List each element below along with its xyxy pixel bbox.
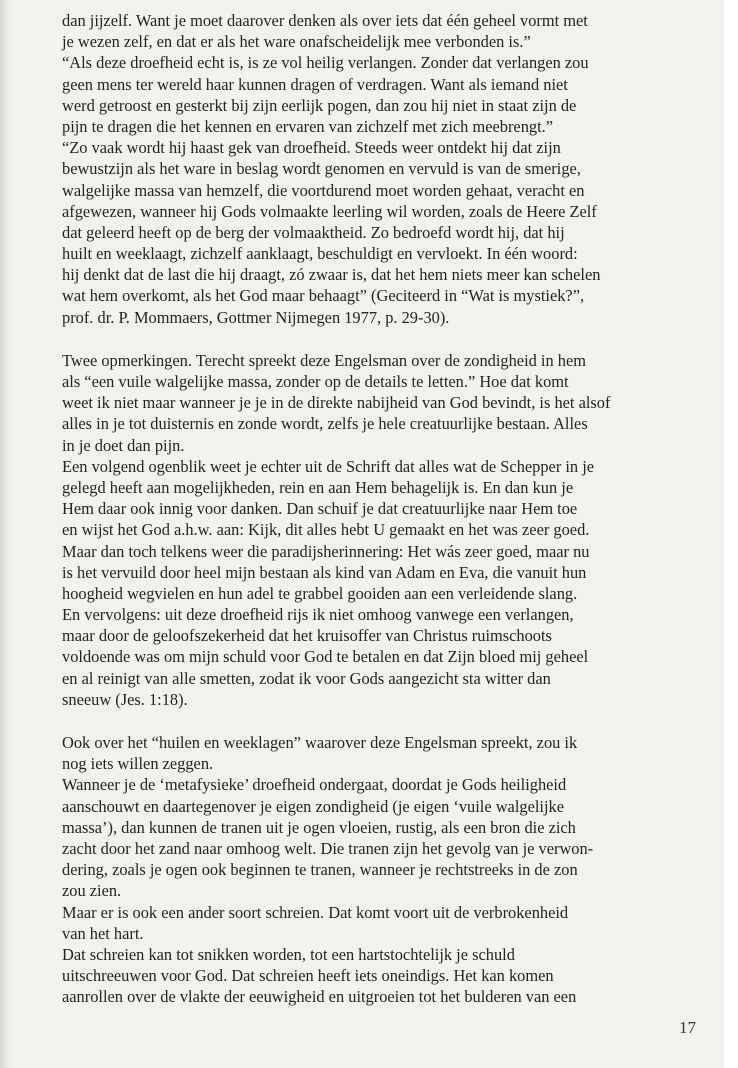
text-line: Dat schreien kan tot snikken worden, tot een hartstochtelijk je schuld: [62, 944, 515, 964]
text-line: Wanneer je de ‘metafysieke’ droefheid ondergaat, doordat je Gods heiligheid: [62, 775, 567, 795]
paragraph-remarks: [62, 350, 701, 710]
text-line: zou zien.: [62, 881, 122, 901]
text-line: wat hem overkomt, als het God maar behaagt” (Geciteerd in “Wat is mystiek?”,: [62, 286, 585, 306]
text-line: nog iets willen zeggen.: [62, 754, 214, 774]
text-line: in je doet dan pijn.: [62, 435, 185, 455]
text-line: “Zo vaak wordt hij haast gek van droefheid. Steeds weer ontdekt hij dat zijn: [62, 138, 561, 158]
text-line: is het vervuild door heel mijn bestaan als kind van Adam en Eva, die vanuit hun: [62, 562, 587, 582]
text-line: Twee opmerkingen. Terecht spreekt deze Engelsman over de zondigheid in hem: [62, 350, 586, 370]
text-line: walgelijke massa van hemzelf, die voortdurend moet worden gehaat, veracht en: [62, 180, 585, 200]
text-line: en al reinigt van alle smetten, zodat ik voor Gods aangezicht sta witter dan: [62, 668, 551, 688]
text-line: uitschreeuwen voor God. Dat schreien heeft iets oneindigs. Het kan komen: [62, 966, 554, 986]
text-line: Ook over het “huilen en weeklagen” waarover deze Engelsman spreekt, zou ik: [62, 733, 578, 752]
paragraph-gap: [62, 710, 701, 732]
text-line: “Als deze droefheid echt is, is ze vol heilig verlangen. Zonder dat verlangen zou: [62, 53, 589, 73]
text-line: dering, zoals je ogen ook beginnen te tranen, wanneer je rechtstreeks in de zon: [62, 860, 578, 880]
paragraph-quote: [62, 10, 701, 328]
text-line: maar door de geloofszekerheid dat het kruisoffer van Christus ruimschoots: [62, 626, 552, 646]
page-gutter-shadow: [0, 0, 12, 1068]
text-line: als “een vuile walgelijke massa, zonder op de details te letten.” Hoe dat komt: [62, 372, 569, 391]
text-line: prof. dr. P. Mommaers, Gottmer Nijmegen 1977, p. 29-30).: [62, 307, 450, 327]
text-line: gelegd heeft aan mogelijkheden, rein en aan Hem behagelijk is. En dan kun je: [62, 477, 574, 497]
text-line: van het hart.: [62, 923, 144, 943]
page-right-margin: [724, 0, 738, 1068]
page-text: [62, 10, 701, 1007]
text-line: weet ik niet maar wanneer je je in de direkte nabijheid van God bevindt, is het alsof: [62, 393, 611, 413]
text-line: aanrollen over de vlakte der eeuwigheid en uitgroeien tot het bulderen van een: [62, 987, 577, 1007]
text-line: hij denkt dat de last die hij draagt, zó zwaar is, dat het hem niets meer kan schelen: [62, 265, 601, 285]
text-line: Maar er is ook een ander soort schreien. Dat komt voort uit de verbrokenheid: [62, 902, 569, 922]
text-line: pijn te dragen die het kennen en ervaren van zichzelf met zich meebrengt.”: [62, 116, 554, 136]
text-line: aanschouwt en daartegenover je eigen zondigheid (je eigen ‘vuile walgelijke: [62, 796, 564, 816]
text-line: sneeuw (Jes. 1:18).: [62, 689, 188, 709]
text-line: geen mens ter wereld haar kunnen dragen of verdragen. Want als iemand niet: [62, 74, 568, 94]
paragraph-gap: [62, 328, 701, 350]
text-line: dat geleerd heeft op de berg der volmaaktheid. Zo bedroefd wordt hij, dat hij: [62, 222, 565, 242]
paragraph-weeping: [62, 732, 701, 1007]
text-line: voldoende was om mijn schuld voor God te betalen en dat Zijn bloed mij geheel: [62, 647, 589, 667]
text-line: Een volgend ogenblik weet je echter uit de Schrift dat alles wat de Schepper in je: [62, 456, 595, 476]
text-line: massa’), dan kunnen de tranen uit je ogen vloeien, rustig, als een bron die zich: [62, 817, 576, 837]
text-line: je wezen zelf, en dat er als het ware onafscheidelijk mee verbonden is.”: [62, 32, 531, 52]
text-line: Hem daar ook innig voor danken. Dan schuif je dat creatuurlijke naar Hem toe: [62, 499, 578, 519]
text-line: zacht door het zand naar omhoog welt. Die tranen zijn het gevolg van je verwon-: [62, 838, 594, 858]
text-line: werd getroost en gesterkt bij zijn eerlijk pogen, dan zou hij niet in staat zijn de: [62, 95, 577, 115]
text-line: afgewezen, wanneer hij Gods volmaakte leerling wil worden, zoals de Heere Zelf: [62, 201, 597, 221]
text-line: Maar dan toch telkens weer die paradijsherinnering: Het wás zeer goed, maar nu: [62, 541, 590, 561]
text-line: huilt en weeklaagt, zichzelf aanklaagt, beschuldigt en vervloekt. In één woord:: [62, 244, 578, 264]
text-line: bewustzijn als het ware in beslag wordt genomen en vervuld is van de smerige,: [62, 159, 581, 179]
text-line: alles in je tot duisternis en zonde wordt, zelfs je hele creatuurlijke bestaan. Alles: [62, 414, 588, 434]
page-number: 17: [679, 1018, 696, 1037]
text-line: hoogheid wegvielen en hun adel te grabbel gooiden aan een verleidende slang.: [62, 583, 578, 603]
text-line: dan jijzelf. Want je moet daarover denken als over iets dat één geheel vormt met: [62, 11, 588, 30]
text-line: En vervolgens: uit deze droefheid rijs ik niet omhoog vanwege een verlangen,: [62, 605, 574, 625]
text-line: en wijst het God a.h.w. aan: Kijk, dit alles hebt U gemaakt en het was zeer goed.: [62, 520, 590, 540]
